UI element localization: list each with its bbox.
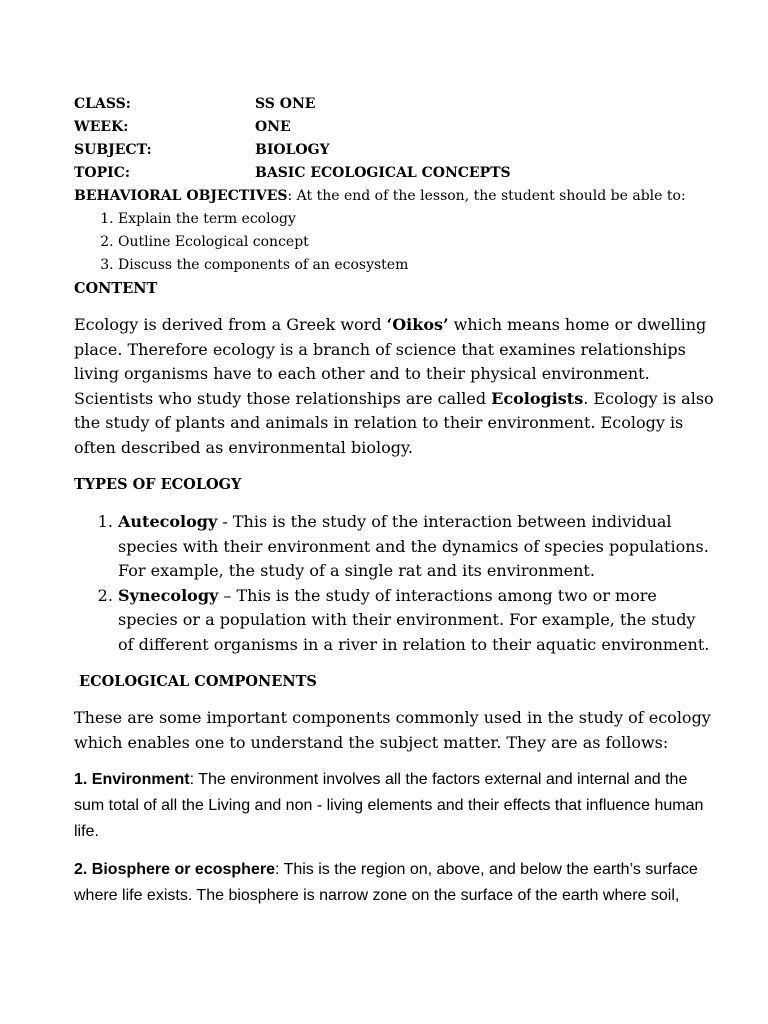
- type-term: Autecology: [118, 512, 218, 531]
- objectives-list: [74, 208, 714, 277]
- document-page: [74, 93, 714, 909]
- component-term: 2. Biosphere or ecosphere: [74, 861, 275, 878]
- class-label: CLASS:: [74, 96, 131, 112]
- content-text-3: . Ecology is also the study of plants and animals in relation to their environment. Ecology is often described as environmental biology.: [74, 388, 714, 457]
- objectives-line: [74, 185, 714, 208]
- component-term: 1. Environment: [74, 771, 190, 788]
- type-item-synecology: [118, 584, 714, 658]
- subject-value: BIOLOGY: [255, 142, 330, 158]
- component-text: : The environment involves all the factors external and internal and the sum total of all the Living and non - living elements and their effects that influence human life.: [74, 771, 704, 840]
- content-text-1: Ecology is derived from a Greek word: [74, 315, 387, 334]
- types-list: [74, 510, 714, 657]
- component-biosphere: [74, 857, 714, 909]
- class-row: [74, 93, 714, 116]
- components-heading: ECOLOGICAL COMPONENTS: [74, 673, 317, 690]
- header-block: [74, 93, 714, 185]
- content-paragraph: [74, 313, 714, 460]
- oikos-term: ‘Oikos’: [386, 315, 449, 334]
- type-term: Synecology: [118, 585, 219, 605]
- topic-value: BASIC ECOLOGICAL CONCEPTS: [255, 165, 511, 181]
- objective-item: 2. Outline Ecological concept: [118, 231, 714, 254]
- week-label: WEEK:: [74, 119, 129, 135]
- subject-label: SUBJECT:: [74, 142, 152, 158]
- content-text-2: which means home or dwelling place. Therefore ecology is a branch of science that examines relationships living organisms have to each other and to their physical environment. Scientists who study those relationships are called: [74, 315, 707, 408]
- objectives-text: : At the end of the lesson, the student should be able to:: [287, 188, 686, 204]
- content-heading: CONTENT: [74, 280, 158, 297]
- objective-item: 1. Explain the term ecology: [118, 208, 714, 231]
- components-intro: These are some important components commonly used in the study of ecology which enables one to understand the subject matter. They are as follows:: [74, 708, 711, 752]
- component-environment: [74, 767, 714, 845]
- component-text: : This is the region on, above, and below the earth’s surface where life exists. The biosphere is narrow zone on the surface of the earth where soil,: [74, 861, 698, 904]
- week-value: ONE: [255, 119, 291, 135]
- objective-item: 3. Discuss the components of an ecosystem: [118, 254, 714, 277]
- topic-row: [74, 162, 714, 185]
- type-item-autecology: [118, 510, 714, 584]
- type-text: – This is the study of interactions among two or more species or a population with their environment. For example, the study of different organisms in a river in relation to their aquatic environment.: [118, 585, 710, 654]
- subject-row: [74, 139, 714, 162]
- class-value: SS ONE: [255, 96, 316, 112]
- type-text: - This is the study of the interaction between individual species with their environment and the dynamics of species populations. For example, the study of a single rat and its environment.: [118, 512, 709, 580]
- topic-label: TOPIC:: [74, 165, 130, 181]
- week-row: [74, 116, 714, 139]
- ecologists-term: Ecologists: [491, 388, 584, 408]
- objectives-label: BEHAVIORAL OBJECTIVES: [74, 188, 288, 204]
- types-heading: TYPES OF ECOLOGY: [74, 476, 242, 493]
